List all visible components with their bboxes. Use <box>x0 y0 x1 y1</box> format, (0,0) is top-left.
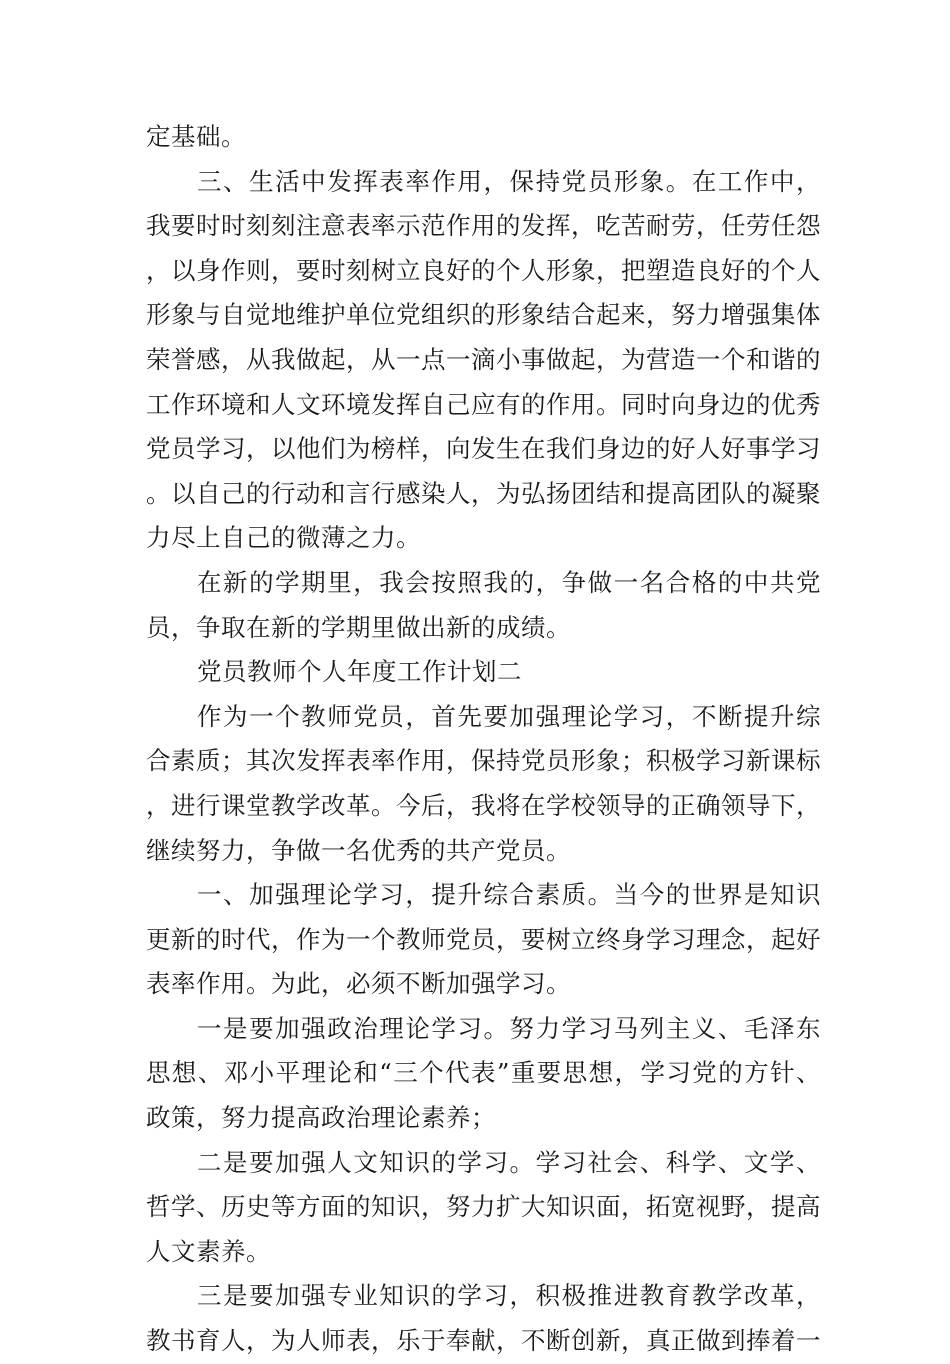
paragraph-set-example: 三、生活中发挥表率作用，保持党员形象。在工作中，我要时时刻刻注意表率示范作用的发挥，吃苦耐劳，任劳任怨，以身作则，要时刻树立良好的个人形象，把塑造良好的个人形象与自觉地维护单位党组织的形象结合起来，努力增强集体荣誉感，从我做起，从一点一滴小事做起，为营造一个和谐的工作环境和人文环境发挥自己应有的作用。同时向身边的优秀党员学习，以他们为榜样，向发生在我们身边的好人好事学习。以自己的行动和言行感染人，为弘扬团结和提高团队的凝聚力尽上自己的微薄之力。 <box>146 166 821 553</box>
paragraph-new-semester: 在新的学期里，我会按照我的，争做一名合格的中共党员，争取在新的学期里做出新的成绩。 <box>146 567 821 642</box>
section-heading-plan-two: 党员教师个人年度工作计划二 <box>197 657 522 687</box>
paragraph-professional-study: 三是要加强专业知识的学习，积极推进教育教学改革，教书育人，为人师表，乐于奉献，不断创新，真正做到捧着一 <box>146 1281 821 1356</box>
paragraph-humanities-study: 二是要加强人文知识的学习。学习社会、科学、文学、哲学、历史等方面的知识，努力扩大知识面，拓宽视野，提高人文素养。 <box>146 1147 821 1266</box>
paragraph-continuation: 定基础。 <box>146 122 246 151</box>
paragraph-political-study: 一是要加强政治理论学习。努力学习马列主义、毛泽东思想、邓小平理论和“三个代表”重要思想，学习党的方针、政策，努力提高政治理论素养； <box>146 1013 821 1133</box>
paragraph-theory-study: 一、加强理论学习，提升综合素质。当今的世界是知识更新的时代，作为一个教师党员，要树立终身学习理念，起好表率作用。为此，必须不断加强学习。 <box>146 880 821 999</box>
document-body <box>146 115 821 1364</box>
paragraph-intro: 作为一个教师党员，首先要加强理论学习，不断提升综合素质；其次发挥表率作用，保持党员形象；积极学习新课标，进行课堂教学改革。今后，我将在学校领导的正确领导下，继续努力，争做一名优秀的共产党员。 <box>146 701 821 865</box>
